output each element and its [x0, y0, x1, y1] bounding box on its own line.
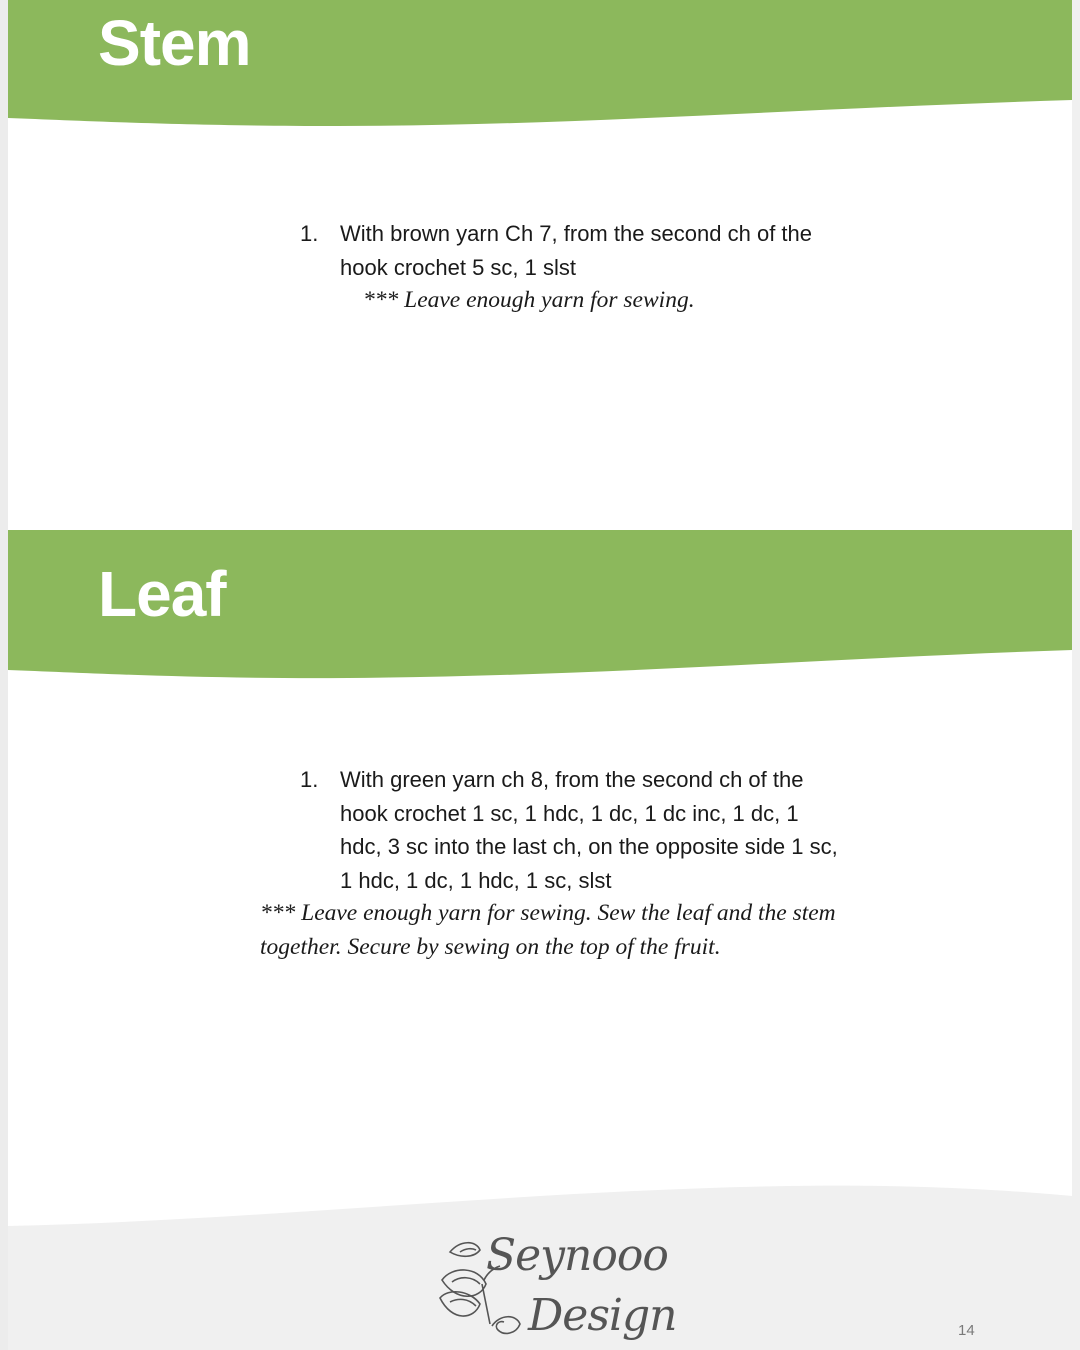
page-number: 14 — [958, 1322, 975, 1339]
leaf-step-1 — [300, 763, 900, 903]
brand-logo — [430, 1222, 677, 1350]
stem-step-1 — [300, 217, 900, 287]
stem-step-text: With brown yarn Ch 7, from the second ch of the hook crochet 5 sc, 1 slst — [340, 221, 813, 280]
leaf-step-text: With green yarn ch 8, from the second ch of the hook crochet 1 sc, 1 hdc, 1 dc, 1 dc inc, 1 dc, 1 hdc, 3 sc into the last ch, on the opposite side 1 sc, 1 hdc, 1 dc, 1 hdc, 1 sc, slst — [340, 767, 838, 893]
stem-title: Stem — [98, 7, 251, 79]
stem-note: *** Leave enough yarn for sewing. — [363, 287, 695, 313]
page-edge-left — [0, 0, 8, 1350]
logo-line-1: Seynooo — [486, 1230, 668, 1281]
leaf-section-banner — [8, 530, 1072, 680]
leaf-note: *** Leave enough yarn for sewing. Sew the leaf and the stem together. Secure by sewing on the top of the fruit. — [260, 900, 836, 960]
document-page — [8, 0, 1072, 1350]
stem-section-banner — [8, 0, 1072, 130]
logo-line-2: Design — [528, 1290, 677, 1341]
page-edge-right — [1072, 0, 1080, 1350]
leaf-title: Leaf — [98, 558, 226, 630]
leaf-step-number: 1. — [300, 767, 319, 792]
stem-step-number: 1. — [300, 221, 319, 246]
